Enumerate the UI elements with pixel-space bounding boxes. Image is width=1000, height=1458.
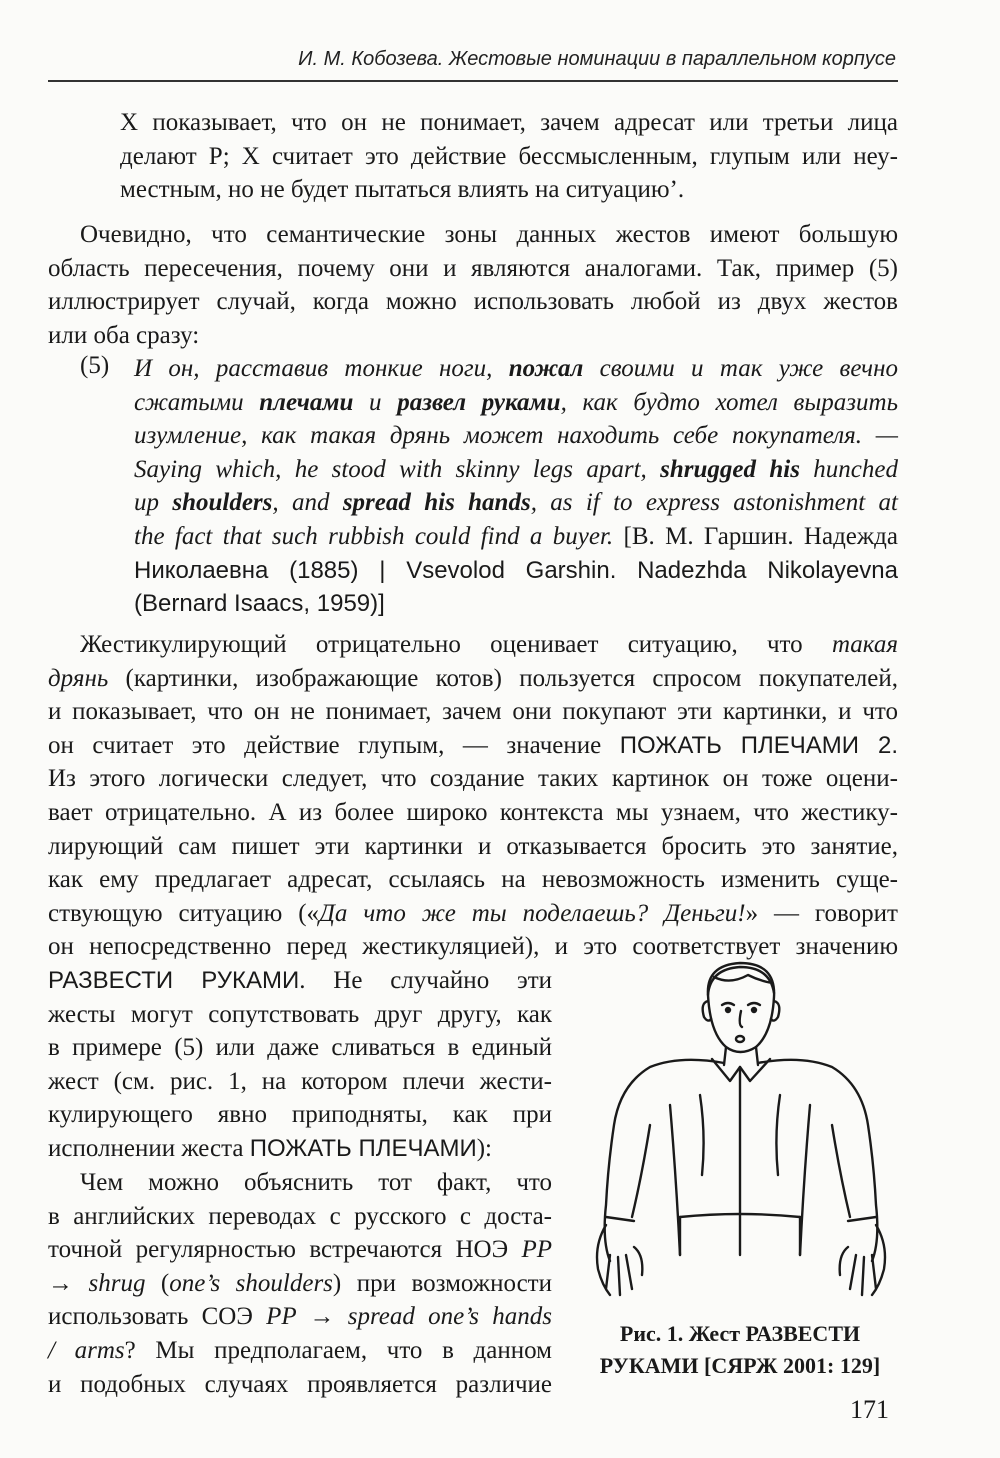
text-line: делают P; X считает это действие бессмысленным, глупым или неу- [120,142,898,170]
example-emph: spread his hands [342,489,531,517]
example-text: Saying which, he stood with skinny legs apart, [134,455,661,483]
example-text: сжатыми [134,388,260,416]
figure-caption [580,1318,900,1382]
example-text: the fact that such rubbish could find a buyer. [134,522,614,550]
example-text: и [353,388,398,416]
text-line: ): [476,1134,492,1162]
gesture-illustration [580,955,900,1305]
example-emph: shoulders [172,489,273,517]
text-emph: → shrug [48,1269,146,1297]
text-emph: PP [521,1236,552,1264]
text-line: как ему предлагает адресат, ссылаясь на невозможность изменить суще- [48,866,898,894]
text-line: он непосредственно перед жестикуляцией), и это соответствует значению [48,933,898,961]
text-line: иллюстрирует случай, когда можно использовать любой из двух жестов [48,288,898,316]
example-text: своими и так уже вечно [583,355,898,382]
example-number: (5) [80,352,110,379]
text-line: (картинки, изображающие котов) пользуется спросом покупателей, [108,664,898,692]
example-emph: shrugged his [660,455,800,483]
text-line: ствующую ситуацию (« [48,899,320,927]
text-line: Из этого логически следует, что создание таких картинок он тоже оцени- [48,765,898,793]
text-line: ( [145,1269,170,1297]
paragraph-analysis [48,628,898,964]
text-line: местным, но не будет пытаться влиять на ситуацию’. [120,176,685,204]
example-source: Николаевна (1885) | Vsevolod Garshin. Nadezhda Nikolayevna [134,556,898,584]
text-line: лирующий сам пишет эти картинки и отказывается бросить это занятие, [48,832,898,860]
text-line: использовать СОЭ [48,1303,267,1331]
header-rule [48,80,898,82]
text-emph: Да что же ты поделаешь? Деньги! [319,899,746,927]
gesture-name: ПОЖАТЬ ПЛЕЧАМИ 2. [619,731,898,759]
paragraph-analysis-narrow [48,964,552,1166]
text-line: кулирующего явно приподняты, как при [48,1101,552,1129]
example-text: up [134,489,173,517]
text-line: жест (см. рис. 1, на котором плечи жести- [48,1067,552,1095]
text-line: Очевидно, что семантические зоны данных жестов имеют большую [80,221,898,248]
definition-continuation [120,106,898,207]
text-emph: / arms [48,1336,125,1364]
paragraph-question [48,1166,552,1401]
gesture-name: РАЗВЕСТИ РУКАМИ [48,967,300,994]
gesture-name: ПОЖАТЬ ПЛЕЧАМИ [249,1134,477,1162]
page-number: 171 [850,1395,889,1424]
example-source: [В. М. Гаршин. Надежда [613,522,898,550]
text-line: вает отрицательно. А из более широко контекста мы узнаем, что жестику- [48,798,898,826]
caption-line: Рис. 1. Жест РАЗВЕСТИ [619,1321,861,1346]
example-text: , as if to express astonishment at [530,489,898,517]
text-line: в английских переводах с русского с доста- [48,1202,552,1230]
text-line: исполнении жеста [48,1134,250,1162]
example-emph: плечами [259,388,354,416]
text-line: или оба сразу: [48,321,200,349]
text-line: и подобных случаях проявляется различие [48,1370,552,1398]
running-header: И. М. Кобозева. Жестовые номинации в параллельном корпусе [298,48,896,70]
caption-line: РУКАМИ [СЯРЖ 2001: 129] [599,1353,881,1378]
example-text: И он, расставив тонкие ноги, [134,355,509,382]
text-emph: дрянь [48,664,109,692]
text-line: и показывает, что он не понимает, зачем они покупают эти картинки, и что [48,698,898,726]
example-emph: пожал [508,355,584,382]
example-source: (Bernard Isaacs, 1959)] [134,590,385,618]
text-emph: one’s shoulders [169,1269,333,1297]
text-line: ? Мы предполагаем, что в данном [124,1336,552,1364]
paragraph-overlap [48,218,898,352]
text-line: жесты могут сопутствовать друг другу, как [48,1000,552,1028]
text-line: . Не случайно эти [299,967,552,994]
example-text: , как будто хотел выразить [560,388,898,416]
text-line: область пересечения, почему они и являются аналогами. Так, пример (5) [48,254,898,282]
text-line: в примере (5) или даже сливаться в единый [48,1034,552,1062]
text-line: он считает это действие глупым, — значение [48,731,620,759]
text-line: Жестикулирующий отрицательно оценивает ситуацию, что [80,631,832,658]
example-text: изумление, как такая дрянь может находить себе покупателя. — [134,422,898,450]
example-emph: развел руками [397,388,561,416]
example-5 [134,352,898,621]
example-text: hunched [799,455,898,483]
text-line: точной регулярностью встречаются НОЭ [48,1236,522,1264]
example-text: , and [272,489,343,517]
text-line: X показывает, что он не понимает, зачем адресат или третьи лица [120,109,898,136]
text-emph: такая [831,631,898,658]
text-line: Чем можно объяснить тот факт, что [80,1169,552,1196]
text-emph: PP → spread one’s hands [266,1303,552,1331]
text-line: » — говорит [745,899,898,927]
text-line: ) при возможности [332,1269,552,1297]
